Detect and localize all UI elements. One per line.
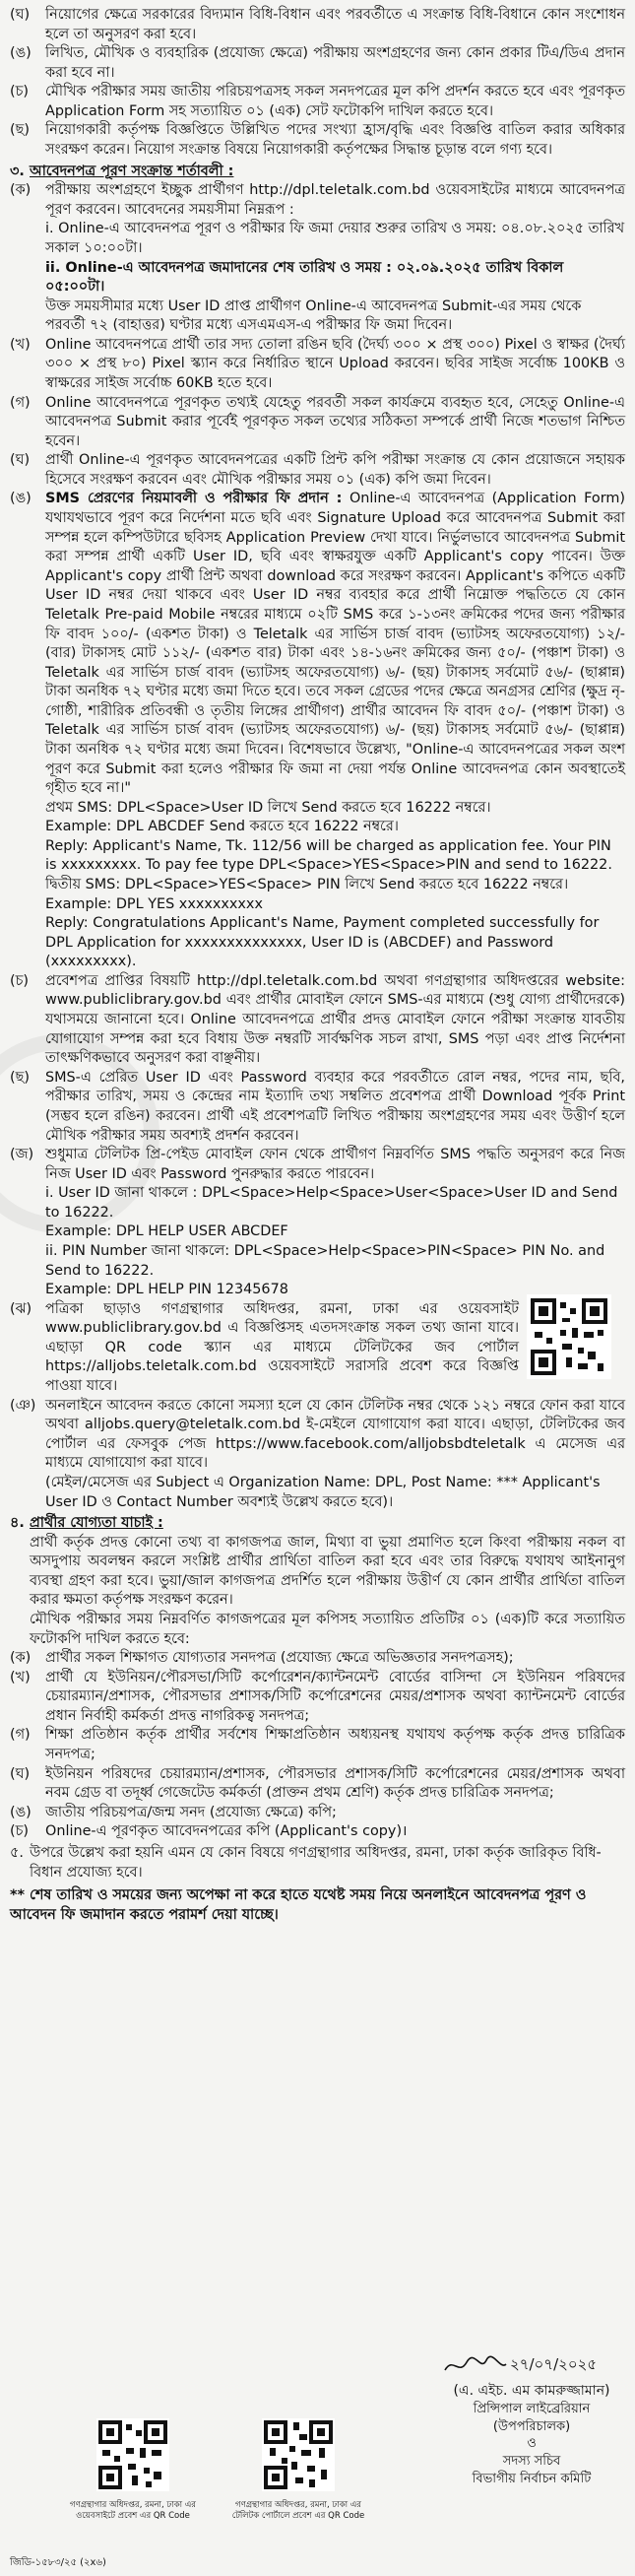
footer-code: জিডি-১৫৮৩/২৫ (২x৬): [10, 2557, 106, 2569]
signatory-title: বিভাগীয় নির্বাচন কমিটি: [472, 2471, 592, 2486]
list-item: (খ) Online আবেদনপত্রে প্রার্থী তার সদ্য তোলা রঙিন ছবি (দৈর্ঘ্য ৩০০ × প্রস্থ ৩০০) Pixel ও স্বাক্ষর (দৈর্ঘ্য ৩০০ × প্রস্থ ৮০) Pixel স্ক্যান করে নির্ধারিত স্থানে Upload করবেন। ছবির সাইজ সর্বোচ্চ 100KB ও স্বাক্ষরের সাইজ সর্বোচ্চ 60KB হতে হবে।: [10, 336, 625, 391]
qr-caption: গণগ্রন্থাগার অধিদপ্তর, রমনা, ঢাকা এর টেলিটক পোর্টালে প্রবেশ এর QR Code: [231, 2499, 365, 2521]
signatory-name: (এ. এইচ. এম কামরুজ্জামান): [453, 2383, 610, 2399]
list-item: (ঝ) পত্রিকা ছাড়াও গণগ্রন্থাগার অধিদপ্তর, রমনা, ঢাকা এর ওয়েবসাইট www.publiclibrary.gov.bd এ বিজ্ঞপ্তিসহ এতদসংক্রান্ত সকল তথ্য জানা যাবে। এছাড়া QR code স্ক্যান এর মাধ্যমে টেলিটকের জব পোর্টাল https://alljobs.teletalk.com.bd ওয়েবসাইটে সরাসরি প্রবেশ করে বিজ্ঞপ্তি পাওয়া যাবে।: [10, 1300, 625, 1397]
list-item: (গ) Online আবেদনপত্রে পূরণকৃত তথ্যই যেহেতু পরবর্তী সকল কার্যক্রমে ব্যবহৃত হবে, সেহেতু Online-এ আবেদনপত্র Submit করার পূর্বেই পূরণকৃত সকল তথ্যের সঠিকতা সম্পর্কে প্রার্থী নিজে শতভাগ নিশ্চিত হবেন।: [10, 394, 625, 449]
handwritten-signature-icon: [441, 2352, 510, 2378]
list-item: (চ) মৌখিক পরীক্ষার সময় জাতীয় পরিচয়পত্রসহ সকল সনদপত্রের মূল কপি প্রদর্শন করতে হবে এবং পূরণকৃত Application Form সহ সত্যায়িত ০১ (এক) সেট ফটোকপি দাখিল করতে হবে।: [10, 84, 625, 119]
signatory-title: (উপপরিচালক): [492, 2418, 571, 2434]
list-item: (ঘ) প্রার্থী Online-এ পূরণকৃত আবেদনপত্রের একটি প্রিন্ট কপি পরীক্ষা সংক্রান্ত যে কোন প্রয়োজনে সহায়ক হিসেবে সংরক্ষণ করবেন এবং মৌখিক পরীক্ষার সময় ০১ (এক) কপি জমা দিবেন।: [10, 452, 625, 488]
list-item: (জ) শুধুমাত্র টেলিটক প্রি-পেইড মোবাইল ফোন থেকে প্রার্থীগণ নিম্নবর্ণিত SMS পদ্ধতি অনুসরণ করে নিজ নিজ User ID এবং Password পুনরুদ্ধার করতে পারবেন। i. User ID জানা থাকলে : DPL<Space>Help<Space>User<Space>User ID and Send to 16222. Example: DPL HELP USER ABCDEF ii. PIN Number জানা থাকলে: DPL<Space>Help<Space>PIN<Space> PIN No. and Send to 16222. Example: DPL HELP PIN 12345678: [10, 1147, 625, 1298]
signature-block: [433, 2352, 630, 2487]
section-heading: ৪. প্রার্থীর যোগ্যতা যাচাই :: [10, 1515, 163, 1532]
qr-code-icon: [262, 2418, 335, 2491]
list-item: (ছ) SMS-এ প্রেরিত User ID এবং Password ব্যবহার করে পরবর্তীতে রোল নম্বর, পদের নাম, ছবি, পরীক্ষার তারিখ, সময় ও কেন্দ্রের নাম ইত্যাদি তথ্য সম্বলিত প্রবেশপত্র প্রার্থী Download পূর্বক Print (সম্ভব হলে রঙিন) করবেন। প্রার্থী এই প্রবেশপত্রটি লিখিত পরীক্ষায় অংশগ্রহণের সময় এবং উত্তীর্ণ হলে মৌখিক পরীক্ষার সময় অবশ্যই প্রদর্শন করবেন।: [10, 1069, 625, 1144]
qr-caption: গণগ্রন্থাগার অধিদপ্তর, রমনা, ঢাকা এর ওয়েবসাইটে প্রবেশ এর QR Code: [70, 2499, 196, 2521]
qr-code-icon: [527, 1294, 611, 1379]
qr-block-left: [59, 2418, 207, 2522]
list-item: (ঙ) লিখিত, মৌখিক ও ব্যবহারিক (প্রযোজ্য ক্ষেত্রে) পরীক্ষায় অংশগ্রহণের জন্য কোন প্রকার টিএ/ডিএ প্রদান করা হবে না।: [10, 45, 625, 81]
qr-code-icon: [96, 2418, 169, 2491]
qr-block-right: [224, 2418, 372, 2522]
signature-date: ২৭/০৭/২০২৫: [510, 2355, 598, 2373]
list-item: (গ) শিক্ষা প্রতিষ্ঠান কর্তৃক প্রার্থীর সর্বশেষ শিক্ষাপ্রতিষ্ঠান অধ্যয়নস্থ যথাযথ কর্তৃপক্ষ কর্তৃক প্রদত্ত চারিত্রিক সনদপত্র;: [10, 1727, 625, 1763]
section-paragraph: ৫. উপরে উল্লেখ করা হয়নি এমন যে কোন বিষয়ে গণগ্রন্থাগার অধিদপ্তর, রমনা, ঢাকা কর্তৃক জারিকৃত বিধি-বিধান প্রযোজ্য হবে।: [10, 1844, 602, 1881]
signatory-title: সদস্য সচিব: [502, 2454, 561, 2470]
list-item: (ঘ) ইউনিয়ন পরিষদের চেয়ারম্যান/প্রশাসক, পৌরসভার প্রশাসক/সিটি কর্পোরেশনের মেয়র/প্রশাসক অথবা নবম গ্রেড বা তদূর্ধ্ব গেজেটেড কর্মকর্তা (প্রাক্তন প্রথম শ্রেণি) কর্তৃক প্রদত্ত চারিত্রিক সনদপত্র;: [10, 1765, 625, 1802]
section-heading: ৩. আবেদনপত্র পূরণ সংক্রান্ত শর্তাবলী :: [10, 163, 234, 179]
list-item: (ঙ) জাতীয় পরিচয়পত্র/জন্ম সনদ (প্রযোজ্য ক্ষেত্রে) কপি;: [10, 1804, 337, 1820]
signatory-conjunction: ও: [527, 2436, 537, 2452]
list-item: (ঙ) SMS প্রেরণের নিয়মাবলী ও পরীক্ষার ফি প্রদান : Online-এ আবেদনপত্র (Application Form) যথাযথভাবে পূরণ করে নির্দেশনা মতে ছবি এবং Signature Upload করে আবেদনপত্র Submit করা সম্পন্ন হলে কম্পিউটারে ছবিসহ Application Preview দেখা যাবে। নির্ভুলভাবে আবেদনপত্র Submit করা সম্পন্ন প্রার্থী একটি User ID, ছবি এবং স্বাক্ষরযুক্ত একটি Applicant's copy পাবেন। উক্ত Applicant's copy প্রার্থী প্রিন্ট অথবা download করে সংরক্ষণ করবেন। Applicant's কপিতে একটি User ID নম্বর দেয়া থাকবে এবং User ID নম্বর ব্যবহার করে প্রার্থী নিম্নোক্ত পদ্ধতিতে যে কোন Teletalk Pre-paid Mobile নম্বরের মাধ্যমে ০২টি SMS করে ১-১৩নং ক্রমিকের পদের জন্য পরীক্ষার ফি বাবদ ১০০/- (একশত টাকা) ও Teletalk এর সার্ভিস চার্জ বাবদ (ভ্যাটসহ অফেরতযোগ্য) ১২/- (বার) টাকাসহ মোট ১১২/- (একশত বার) টাকা এবং ১৪-১৬নং ক্রমিকের জন্য ৫০/- (পঞ্চাশ টাকা) ও Teletalk এর সার্ভিস চার্জ বাবদ (ভ্যাটসহ অফেরতযোগ্য) ৬/- (ছয়) টাকাসহ সর্বমোট ৫৬/- (ছাপ্পান্ন) টাকা অনধিক ৭২ ঘণ্টার মধ্যে জমা দিতে হবে। তবে সকল গ্রেডের পদের ক্ষেত্রে অনগ্রসর শ্রেণির (ক্ষুদ্র নৃ-গোষ্ঠী, শারীরিক প্রতিবন্ধী ও তৃতীয় লিঙ্গের প্রার্থীগণ) প্রার্থীর আবেদন ফি বাবদ ৫০/- (পঞ্চাশ টাকা) ও Teletalk এর সার্ভিস চার্জ বাবদ (ভ্যাটসহ অফেরতযোগ্য) ৬/- (ছয়) টাকাসহ সর্বমোট ৫৬/- (ছাপ্পান্ন) টাকা অনধিক ৭২ ঘণ্টার মধ্যে জমা দিবেন। বিশেষভাবে উল্লেখ্য, "Online-এ আবেদনপত্রের সকল অংশ পূরণ করে Submit করা হলেও পরীক্ষার ফি জমা না দেয়া পর্যন্ত Online আবেদনপত্র কোন অবস্থাতেই গৃহীত হবে না।" প্রথম SMS: DPL<Space>User ID লিখে Send করতে হবে 16222 নম্বরে। Example: DPL ABCDEF Send করতে হবে 16222 নম্বরে। Reply: Applicant's Name, Tk. 112/56 will be charged as application fee. Your PIN is xxxxxxxxx. To pay fee type DPL<Space>YES<Space>PIN and send to 16222. দ্বিতীয় SMS: DPL<Space>YES<Space> PIN লিখে Send করতে হবে 16222 নম্বরে। Example: DPL YES xxxxxxxxxx Reply: Congratulations Applicant's Name, Payment completed successfully for DPL Application for xxxxxxxxxxxxxx, User ID is (ABCDEF) and Password (xxxxxxxxx).: [10, 491, 625, 970]
list-item: (ঘ) নিয়োগের ক্ষেত্রে সরকারের বিদ্যমান বিধি-বিধান এবং পরবর্তীতে এ সংক্রান্ত বিধি-বিধানে কোন সংশোধন হলে তা অনুসরণ করা হবে।: [10, 7, 625, 42]
list-item: (চ) প্রবেশপত্র প্রাপ্তির বিষয়টি http://dpl.teletalk.com.bd অথবা গণগ্রন্থাগার অধিদপ্তরের website: www.publiclibrary.gov.bd এবং প্রার্থীর মোবাইল ফোনে SMS-এর মাধ্যমে (শুধু যোগ্য প্রার্থীদেরকে) যথাসময়ে জানানো হবে। Online আবেদনপত্রে প্রার্থীর প্রদত্ত মোবাইল ফোনে পরীক্ষা সংক্রান্ত যাবতীয় যোগাযোগ সম্পন্ন করা হবে বিধায় উক্ত নম্বরটি সার্বক্ষণিক সচল রাখা, SMS পড়া এবং প্রাপ্ত নির্দেশনা তাৎক্ষণিকভাবে অনুসরণ করা বাঞ্ছনীয়।: [10, 972, 625, 1067]
list-item: (ক) পরীক্ষায় অংশগ্রহণে ইচ্ছুক প্রার্থীগণ http://dpl.teletalk.com.bd ওয়েবসাইটের মাধ্যমে আবেদনপত্র পূরণ করবেন। আবেদনের সময়সীমা নিম্নরূপ : i. Online-এ আবেদনপত্র পূরণ ও পরীক্ষার ফি জমা দেয়ার শুরুর তারিখ ও সময়: ০৪.০৮.২০২৫ তারিখ সকাল ১০:০০টা। ii. Online-এ আবেদনপত্র জমাদানের শেষ তারিখ ও সময় : ০২.০৯.২০২৫ তারিখ বিকাল ০৫:০০টা। উক্ত সময়সীমার মধ্যে User ID প্রাপ্ত প্রার্থীগণ Online-এ আবেদনপত্র Submit-এর সময় থেকে পরবর্তী ৭২ (বাহাত্তর) ঘণ্টার মধ্যে এসএমএস-এ পরীক্ষার ফি জমা দিবেন।: [10, 182, 625, 334]
list-item: (ক) প্রার্থীর সকল শিক্ষাগত যোগ্যতার সনদপত্র (প্রযোজ্য ক্ষেত্রে অভিজ্ঞতার সনদপত্রসহ);: [10, 1650, 514, 1667]
list-item: (ঞ) অনলাইনে আবেদন করতে কোনো সমস্যা হলে যে কোন টেলিটক নম্বর থেকে ১২১ নম্বরে ফোন করা যাবে অথবা alljobs.query@teletalk.com.bd ই-মেইলে যোগাযোগ করা যাবে। এছাড়া, টেলিটকের জব পোর্টাল এর ফেসবুক পেজ https://www.facebook.com/alljobsbdteletalk এ মেসেজ এর মাধ্যমে যোগাযোগ করা যাবে। (মেইল/মেসেজ এর Subject এ Organization Name: DPL, Post Name: *** Applicant's User ID ও Contact Number অবশ্যই উল্লেখ করতে হবে)।: [10, 1397, 625, 1510]
deadline-notice: ** শেষ তারিখ ও সময়ের জন্য অপেক্ষা না করে হাতে যথেষ্ট সময় নিয়ে অনলাইনে আবেদনপত্র পূরণ ও আবেদন ফি জমাদান করতে পরামর্শ দেয়া যাচ্ছে।: [10, 1887, 587, 1923]
paragraph: প্রার্থী কর্তৃক প্রদত্ত কোনো তথ্য বা কাগজপত্র জাল, মিথ্যা বা ভুয়া প্রমাণিত হলে কিংবা পরীক্ষায় নকল বা অসদুপায় অবলম্বন করলে সংশ্লিষ্ট প্রার্থীর প্রার্থিতা বাতিল করা হবে এবং তার বিরুদ্ধে যথাযথ আইনানুগ ব্যবস্থা গ্রহণ করা হবে। ভুয়া/জাল কাগজপত্র প্রদর্শিত হলে পরীক্ষায় উত্তীর্ণ যে কোন প্রার্থীর প্রার্থিতা বাতিল করার ক্ষমতা কর্তৃপক্ষ সংরক্ষণ করেন।: [30, 1534, 625, 1609]
list-item: (ছ) নিয়োগকারী কর্তৃপক্ষ বিজ্ঞপ্তিতে উল্লিখিত পদের সংখ্যা হ্রাস/বৃদ্ধি এবং বিজ্ঞপ্তি বাতিল করার অধিকার সংরক্ষণ করেন। নিয়োগ সংক্রান্ত বিষয়ে নিয়োগকারী কর্তৃপক্ষের সিদ্ধান্ত চূড়ান্ত বলে গণ্য হবে।: [10, 122, 625, 159]
signature-line: [433, 2352, 630, 2378]
paragraph: মৌখিক পরীক্ষার সময় নিম্নবর্ণিত কাগজপত্রের মূল কপিসহ সত্যায়িত প্রতিটির ০১ (এক)টি করে সত্যায়িত ফটোকপি দাখিল করতে হবে:: [30, 1611, 625, 1647]
signatory-title: প্রিন্সিপাল লাইব্রেরিয়ান: [473, 2402, 591, 2417]
list-item: (চ) Online-এ পূরণকৃত আবেদনপত্রের কপি (Applicant's copy)।: [10, 1823, 408, 1840]
list-item: (খ) প্রার্থী যে ইউনিয়ন/পৌরসভা/সিটি কর্পোরেশন/ক্যান্টনমেন্ট বোর্ডের বাসিন্দা সে ইউনিয়ন পরিষদের চেয়ারম্যান/প্রশাসক, পৌরসভার প্রশাসক/সিটি কর্পোরেশনের মেয়র/প্রশাসক অথবা ক্যান্টনমেন্ট বোর্ডের প্রধান নির্বাহী কর্মকর্তা প্রদত্ত নাগরিকত্ব সনদপত্র;: [10, 1669, 625, 1724]
